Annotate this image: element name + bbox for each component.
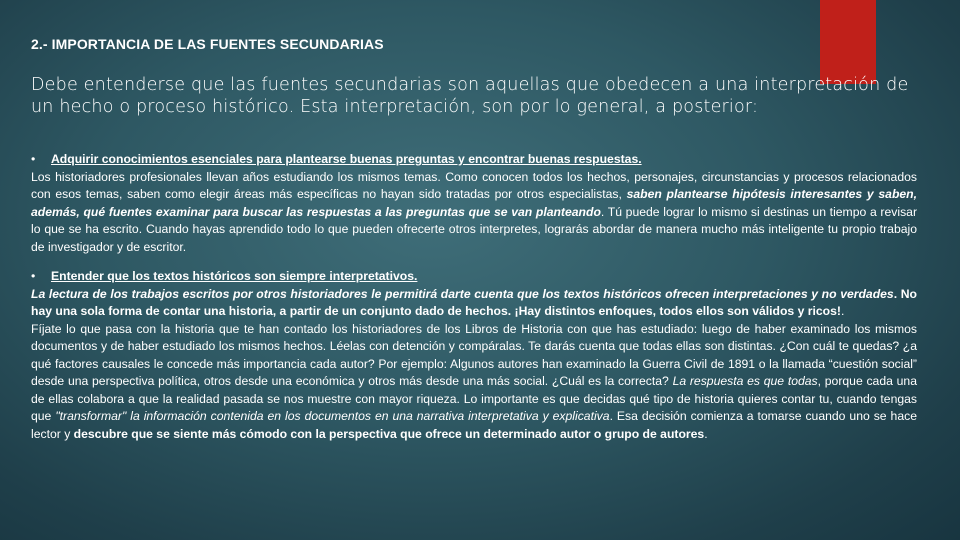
section-title: Entender que los textos históricos son siempre interpretativos.: [51, 269, 418, 283]
intro-paragraph: Debe entenderse que las fuentes secundarias son aquellas que obedecen a una interpretación de un hecho o proceso histórico. Esta interpretación, son por lo general, a posterior:: [31, 75, 909, 117]
accent-tab: [820, 0, 876, 84]
body-text: .: [704, 426, 708, 441]
italic-text: "transformar" la información contenida en los documentos en una narrativa interpretativa y explicativa: [55, 409, 610, 423]
section-title: Adquirir conocimientos esenciales para plantearse buenas preguntas y encontrar buenas respuestas.: [51, 152, 642, 166]
bold-text: . No hay una sola forma de contar una historia, a partir de un conjunto dado de hechos. ¡Hay distintos enfoques, todos ellos son válidos y ricos!: [31, 286, 917, 318]
section-header: [31, 151, 917, 169]
body-text: Fíjate lo que pasa con la historia que te han contado los historiadores de los Libros de Historia con que has estudiado: luego de haber examinado los mismos documentos y de haber estudiado los mismos hechos. Léelas con detención y compáralas. Te darás cuenta que todas ellas son distintas. ¿Con cuál te quedas? ¿a qué factores causales le concede más importancia cada autor? Por ejemplo: Algunos autores han examinado la Guerra Civil de 1891 o la llamada “cuestión social” desde una perspectiva política, otros desde una económica y otros más desde una más social. ¿Cuál es la correcta?: [31, 321, 917, 388]
section-interpretive-texts: [31, 268, 917, 443]
body-text: . Esa decisión comienza a tomarse cuando uno se hace lector y: [31, 409, 917, 441]
bold-text: descubre que se siente más cómodo con la perspectiva que ofrece un determinado autor o grupo de autores: [73, 426, 705, 441]
body-text: . Tú puede lograr lo mismo si destinas un tiempo a revisar lo que se ha escrito. Cuando hayas aprendido todo lo que pueden ofrecerte otros interpretes, lograrás abordar de manera mucho más inteligente tu propio trabajo de investigador y de escritor.: [31, 204, 917, 254]
body-text: , porque cada una de ellas colabora a que la realidad pasada se nos muestre con mayor riqueza. Lo importante es que decidas qué tipo de historia quieres contar tu, cuando tengas que: [31, 374, 917, 423]
section-header: [31, 268, 917, 286]
emphasized-text: saben plantearse hipótesis interesantes y saben, además, qué fuentes examinar para buscar las respuestas a las preguntas que se van planteando: [31, 187, 918, 219]
body-text: .: [840, 304, 845, 318]
italic-text: La respuesta es que todas: [672, 374, 818, 388]
section-acquire-knowledge: [31, 151, 917, 256]
page-title: 2.- IMPORTANCIA DE LAS FUENTES SECUNDARIAS: [31, 36, 384, 52]
emphasized-text: La lectura de los trabajos escritos por otros historiadores le permitirá darte cuenta que los textos históricos ofrecen interpretaciones y no verdades: [31, 286, 894, 301]
bullet-marker: •: [31, 269, 36, 283]
body-text: Los historiadores profesionales llevan años estudiando los mismos temas. Como conocen todos los hechos, personajes, circunstancias y procesos relacionados con esos temas, saben como elegir áreas más específicas no hayan sido tratadas por otros especialistas,: [31, 169, 917, 201]
bullet-marker: •: [31, 152, 36, 166]
